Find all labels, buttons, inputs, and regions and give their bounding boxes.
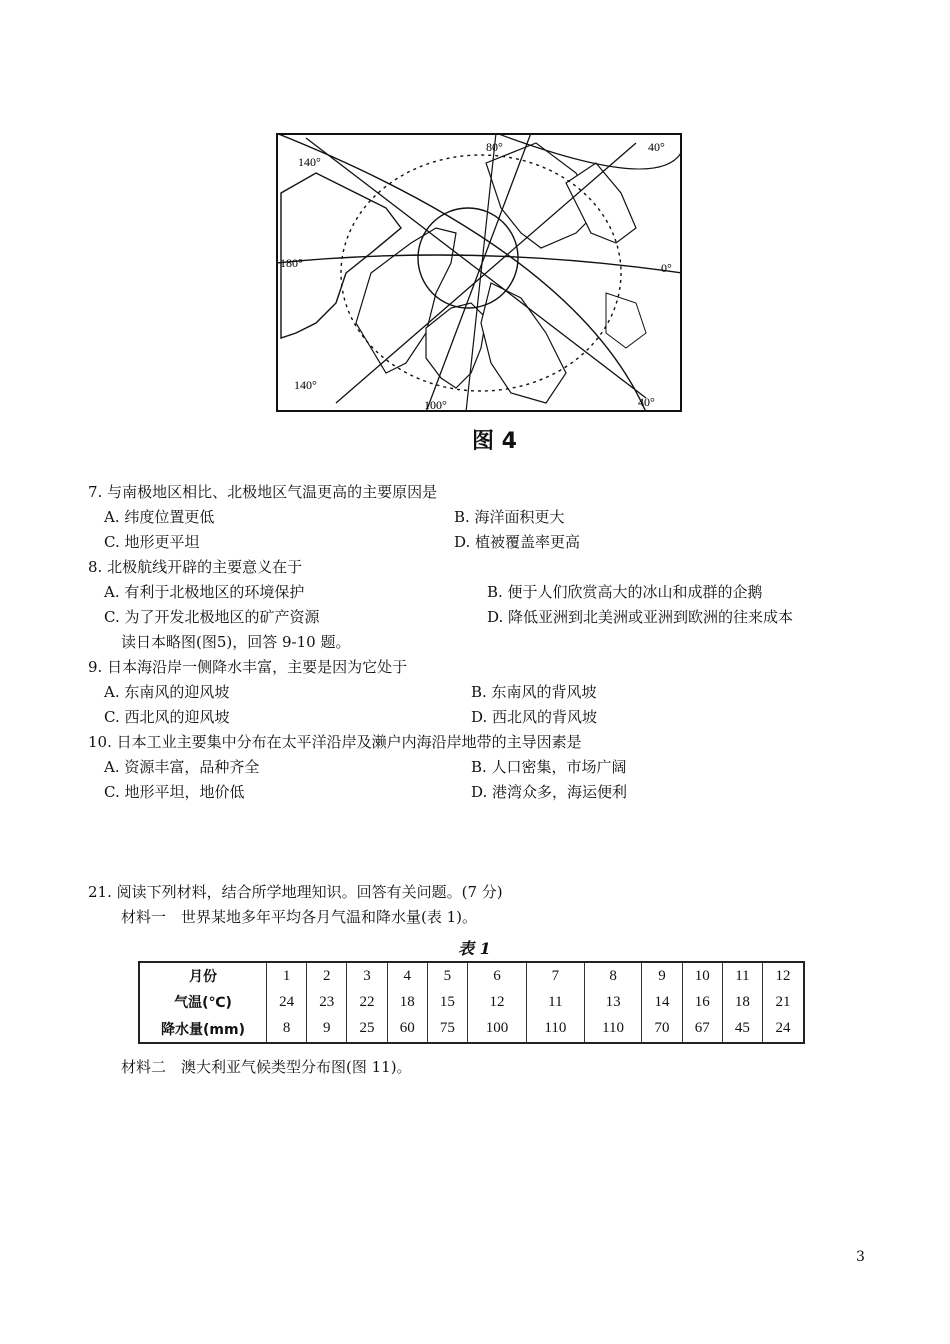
table-cell: 9 [307, 1016, 347, 1043]
table-cell: 11 [527, 989, 585, 1015]
arctic-map-svg [276, 133, 682, 412]
q10-option-a: A. 资源丰富，品种齐全 [104, 758, 260, 776]
table-cell: 12 [775, 967, 791, 984]
q21-material-2: 材料二 澳大利亚气候类型分布图(图 11)。 [121, 1058, 412, 1076]
table-row-precipitation [139, 1016, 804, 1043]
table-cell: 110 [527, 1016, 585, 1043]
table-cell: 12 [468, 989, 527, 1015]
figure-4-arctic-map [276, 133, 682, 412]
table-1-title: 表 1 [458, 939, 491, 958]
table-cell: 18 [722, 989, 762, 1015]
q10-stem: 10. 日本工业主要集中分布在太平洋沿岸及濑户内海沿岸地带的主导因素是 [88, 733, 582, 751]
table-cell: 67 [682, 1016, 722, 1043]
table-cell: 24 [775, 1020, 791, 1037]
label-180-left: 180° [280, 256, 303, 270]
q21-stem: 21. 阅读下列材料，结合所学地理知识。回答有关问题。(7 分) [88, 883, 503, 901]
label-80-top: 80° [486, 140, 503, 154]
table-cell: 14 [642, 989, 682, 1015]
q8-option-b: B. 便于人们欣赏高大的冰山和成群的企鹅 [487, 583, 763, 601]
table-1-climate [138, 961, 805, 1044]
q10-option-d: D. 港湾众多，海运便利 [471, 783, 628, 801]
table-cell: 7 [527, 962, 585, 989]
table-cell: 5 [427, 962, 467, 989]
table-cell: 11 [722, 962, 762, 989]
table-cell: 100 [468, 1016, 527, 1043]
table-cell: 23 [307, 989, 347, 1015]
q7-option-d: D. 植被覆盖率更高 [454, 533, 581, 551]
table-cell: 24 [267, 989, 307, 1015]
q9-option-d: D. 西北风的背风坡 [471, 708, 598, 726]
table-cell: 10 [682, 962, 722, 989]
q10-option-b: B. 人口密集，市场广阔 [471, 758, 627, 776]
label-140-top-left: 140° [298, 155, 321, 169]
table-cell: 9 [642, 962, 682, 989]
table-cell: 18 [387, 989, 427, 1015]
table-cell: 3 [347, 962, 387, 989]
table-cell: 25 [347, 1016, 387, 1043]
table-cell: 6 [468, 962, 527, 989]
q10-option-c: C. 地形平坦，地价低 [104, 783, 245, 801]
q8-option-d: D. 降低亚洲到北美洲或亚洲到欧洲的往来成本 [487, 608, 794, 626]
table-cell: 8 [584, 962, 642, 989]
q7-option-c: C. 地形更平坦 [104, 533, 200, 551]
table-cell: 1 [267, 962, 307, 989]
figure-4-caption: 图 4 [472, 429, 517, 454]
table-cell: 60 [387, 1016, 427, 1043]
table-cell: 8 [267, 1016, 307, 1043]
table-cell: 16 [682, 989, 722, 1015]
q7-option-b: B. 海洋面积更大 [454, 508, 565, 526]
label-40-bottom-right: 40° [638, 395, 655, 409]
table-cell: 4 [387, 962, 427, 989]
intro-9-10: 读日本略图(图5)，回答 9-10 题。 [121, 633, 351, 651]
row-label-temperature: 气温(℃) [139, 989, 267, 1015]
table-cell: 22 [347, 989, 387, 1015]
table-cell: 21 [775, 993, 791, 1010]
q9-option-b: B. 东南风的背风坡 [471, 683, 597, 701]
table-row-temperature [139, 989, 804, 1015]
q8-stem: 8. 北极航线开辟的主要意义在于 [88, 558, 303, 576]
label-140-bottom-left: 140° [294, 378, 317, 392]
row-label-month: 月份 [139, 962, 267, 989]
q9-option-a: A. 东南风的迎风坡 [104, 683, 230, 701]
label-100-bottom: 100° [424, 398, 447, 412]
q7-option-a: A. 纬度位置更低 [104, 508, 215, 526]
table-row-months [139, 962, 804, 989]
table-cell: 45 [722, 1016, 762, 1043]
table-cell: 110 [584, 1016, 642, 1043]
q9-option-c: C. 西北风的迎风坡 [104, 708, 230, 726]
q7-stem: 7. 与南极地区相比、北极地区气温更高的主要原因是 [88, 483, 438, 501]
table-cell: 13 [584, 989, 642, 1015]
label-40-top-right: 40° [648, 140, 665, 154]
q8-option-a: A. 有利于北极地区的环境保护 [104, 583, 305, 601]
row-label-precipitation: 降水量(mm) [139, 1016, 267, 1043]
q21-material-1: 材料一 世界某地多年平均各月气温和降水量(表 1)。 [121, 908, 478, 926]
table-cell: 70 [642, 1016, 682, 1043]
page-number: 3 [856, 1249, 865, 1265]
label-0-right: 0° [661, 261, 672, 275]
q8-option-c: C. 为了开发北极地区的矿产资源 [104, 608, 320, 626]
q9-stem: 9. 日本海沿岸一侧降水丰富，主要是因为它处于 [88, 658, 408, 676]
table-cell: 75 [427, 1016, 467, 1043]
table-cell: 15 [427, 989, 467, 1015]
table-cell: 2 [307, 962, 347, 989]
